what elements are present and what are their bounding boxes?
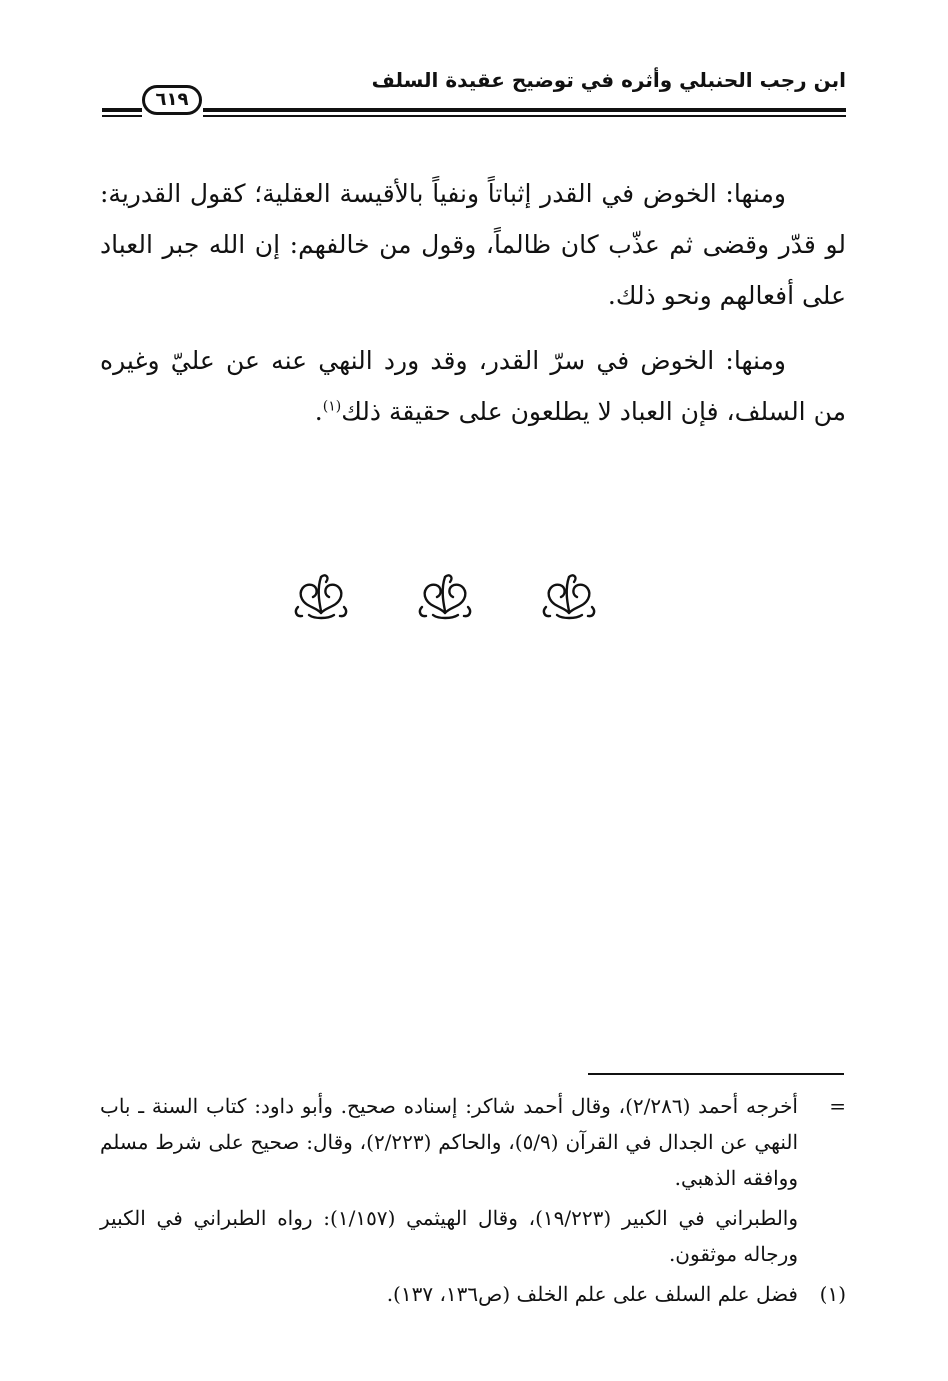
- continuation-marker: =: [829, 1094, 846, 1118]
- paragraph-2: [100, 335, 846, 437]
- page-number: ٦١٩: [142, 85, 202, 115]
- paragraph-1: ومنها: الخوض في القدر إثباتاً ونفياً بالأقيسة العقلية؛ كقول القدرية: لو قدّر وقضى ثم عذّب كان ظالماً، وقول من خالفهم: إن الله جبر العباد على أفعالهم ونحو ذلك.: [100, 179, 846, 310]
- header-rule-thick: [203, 108, 846, 112]
- footnotes: [100, 1088, 846, 1312]
- footnote-continuation-para-1: أخرجه أحمد (٢/٢٨٦)، وقال أحمد شاكر: إسناده صحيح. وأبو داود: كتاب السنة ـ باب النهي عن الجدال في القرآن (٥/٩)، والحاكم (٢/٢٢٣)، وقال: صحيح على شرط مسلم ووافقه الذهبي.: [100, 1094, 799, 1190]
- header-rule-left-thin: [102, 115, 142, 117]
- header-rule-thin: [203, 115, 846, 117]
- running-header-title: ابن رجب الحنبلي وأثره في توضيح عقيدة السلف: [371, 68, 846, 92]
- footnote-continuation-para-2: والطبراني في الكبير (١٩/٢٢٣)، وقال الهيثمي (١/١٥٧): رواه الطبراني في الكبير ورجاله موثقون.: [100, 1206, 798, 1266]
- footnote-1: [100, 1276, 846, 1312]
- section-ornaments: [290, 560, 600, 630]
- header-rule-left-thick: [102, 108, 142, 112]
- floral-ornament-icon: [414, 567, 476, 623]
- footnote-ref-1: (١): [322, 398, 342, 415]
- footnote-1-text: فضل علم السلف على علم الخلف (ص١٣٦، ١٣٧).: [386, 1282, 798, 1306]
- footnote-continuation: [100, 1088, 846, 1272]
- paragraph-2-end: .: [314, 397, 323, 426]
- floral-ornament-icon: [290, 567, 352, 623]
- footnote-separator: [588, 1073, 844, 1075]
- floral-ornament-icon: [538, 567, 600, 623]
- footnote-1-marker: (١): [819, 1282, 846, 1306]
- paragraph-2-text: ومنها: الخوض في سرّ القدر، وقد ورد النهي عنه عن عليّ وغيره من السلف، فإن العباد لا يطلعون على حقيقة ذلك: [100, 346, 846, 426]
- main-text: [100, 168, 846, 451]
